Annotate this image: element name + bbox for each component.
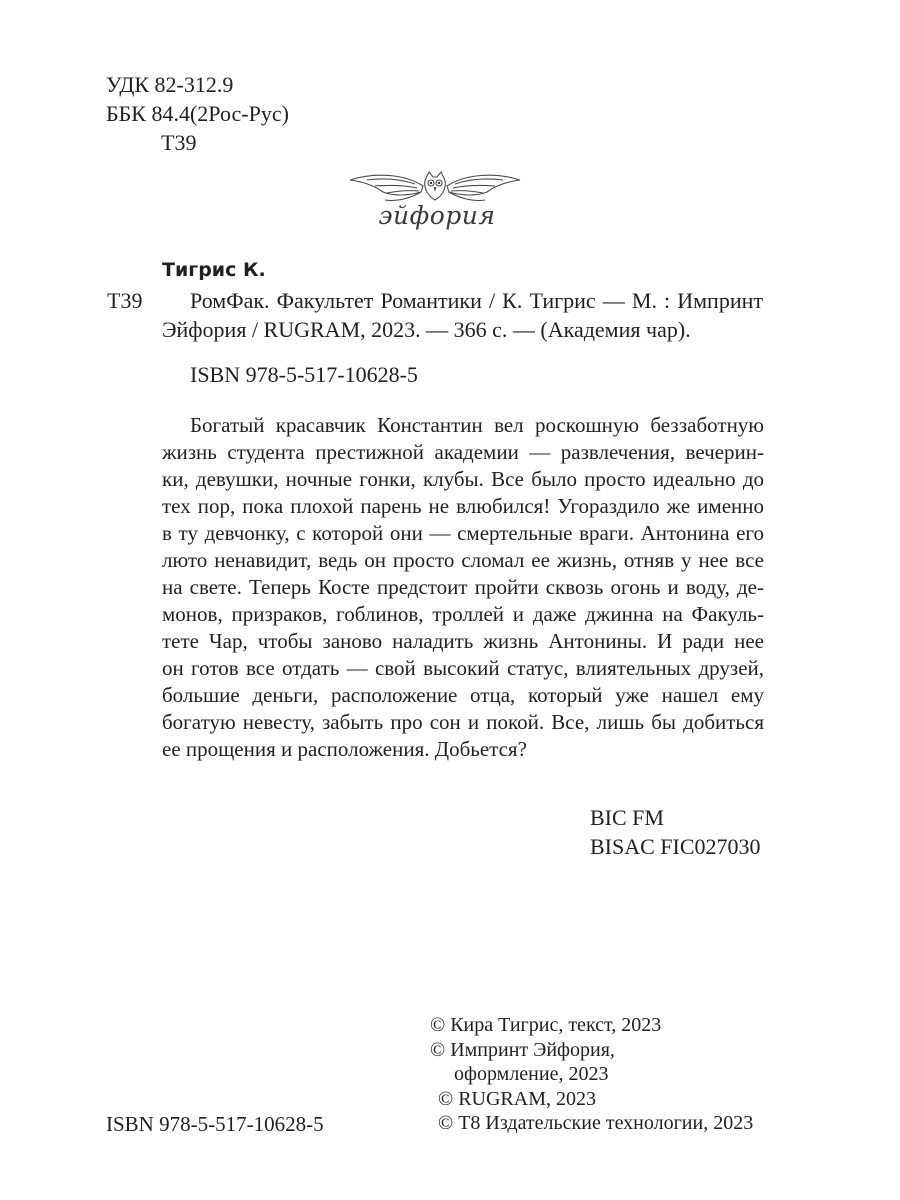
copyright-imprint: © Импринт Эйфория, (430, 1038, 615, 1061)
description-line-1: РомФак. Факультет Романтики / К. Тигрис — М. : Импринт (190, 288, 763, 313)
author-mark: Т39 (107, 288, 143, 313)
annotation-line: в ту девчонку, с которой они — смертельные враги. Антонина его (162, 521, 764, 545)
publisher-wordmark: эйфория (378, 201, 496, 230)
owl-head (425, 172, 446, 200)
udk-code: УДК 82-312.9 (106, 72, 234, 97)
bisac-code: BISAC FIC027030 (590, 834, 761, 859)
isbn-record: ISBN 978-5-517-10628-5 (190, 362, 418, 387)
description-line-2: Эйфория / RUGRAM, 2023. — 366 с. — (Академия чар). (162, 317, 691, 342)
annotation-paragraph (162, 412, 764, 763)
isbn-footer: ISBN 978-5-517-10628-5 (106, 1112, 324, 1136)
copyright-author: © Кира Тигрис, текст, 2023 (430, 1014, 662, 1036)
copyright-imprint-cont: оформление, 2023 (454, 1063, 609, 1085)
annotation-line: богатую невесту, забыть про сон и покой. Все, лишь бы добиться (162, 710, 764, 734)
author-mark-top: Т39 (161, 130, 197, 155)
annotation-line: большие деньги, расположение отца, который уже нашел ему (162, 683, 764, 707)
bbk-code: ББК 84.4(2Рос-Рус) (106, 101, 289, 126)
annotation-line: тех пор, пока плохой парень не влюбился! Угораздило же именно (162, 494, 764, 518)
annotation-line: он готов все отдать — свой высокий статус, влиятельных друзей, (162, 656, 764, 680)
annotation-line: ки, девушки, ночные гонки, клубы. Все было просто идеально до (162, 467, 764, 491)
annotation-line: жизнь студента престижной академии — развлечения, вечерин- (162, 440, 764, 464)
bic-code: BIC FM (590, 805, 664, 830)
copyright-t8: © Т8 Издательские технологии, 2023 (438, 1112, 754, 1134)
annotation-line: люто ненавидит, ведь он просто сломал ее жизнь, отняв у нее все (162, 548, 764, 572)
copyright-rugram: © RUGRAM, 2023 (438, 1087, 596, 1110)
annotation-line: Богатый красавчик Константин вел роскошную беззаботную (190, 413, 764, 437)
annotation-line: на свете. Теперь Косте предстоит пройти сквозь огонь и воду, де- (162, 575, 764, 599)
copyright-block (430, 1013, 753, 1136)
annotation-line: монов, призраков, гоблинов, троллей и даже джинна на Факуль- (162, 602, 764, 626)
annotation-line: ее прощения и расположения. Добьется? (162, 737, 527, 761)
classification-block (106, 70, 289, 157)
author-name: Тигрис К. (162, 259, 266, 281)
subject-codes (590, 803, 761, 861)
annotation-line: тете Чар, чтобы заново наладить жизнь Антонины. И ради нее (162, 629, 764, 653)
